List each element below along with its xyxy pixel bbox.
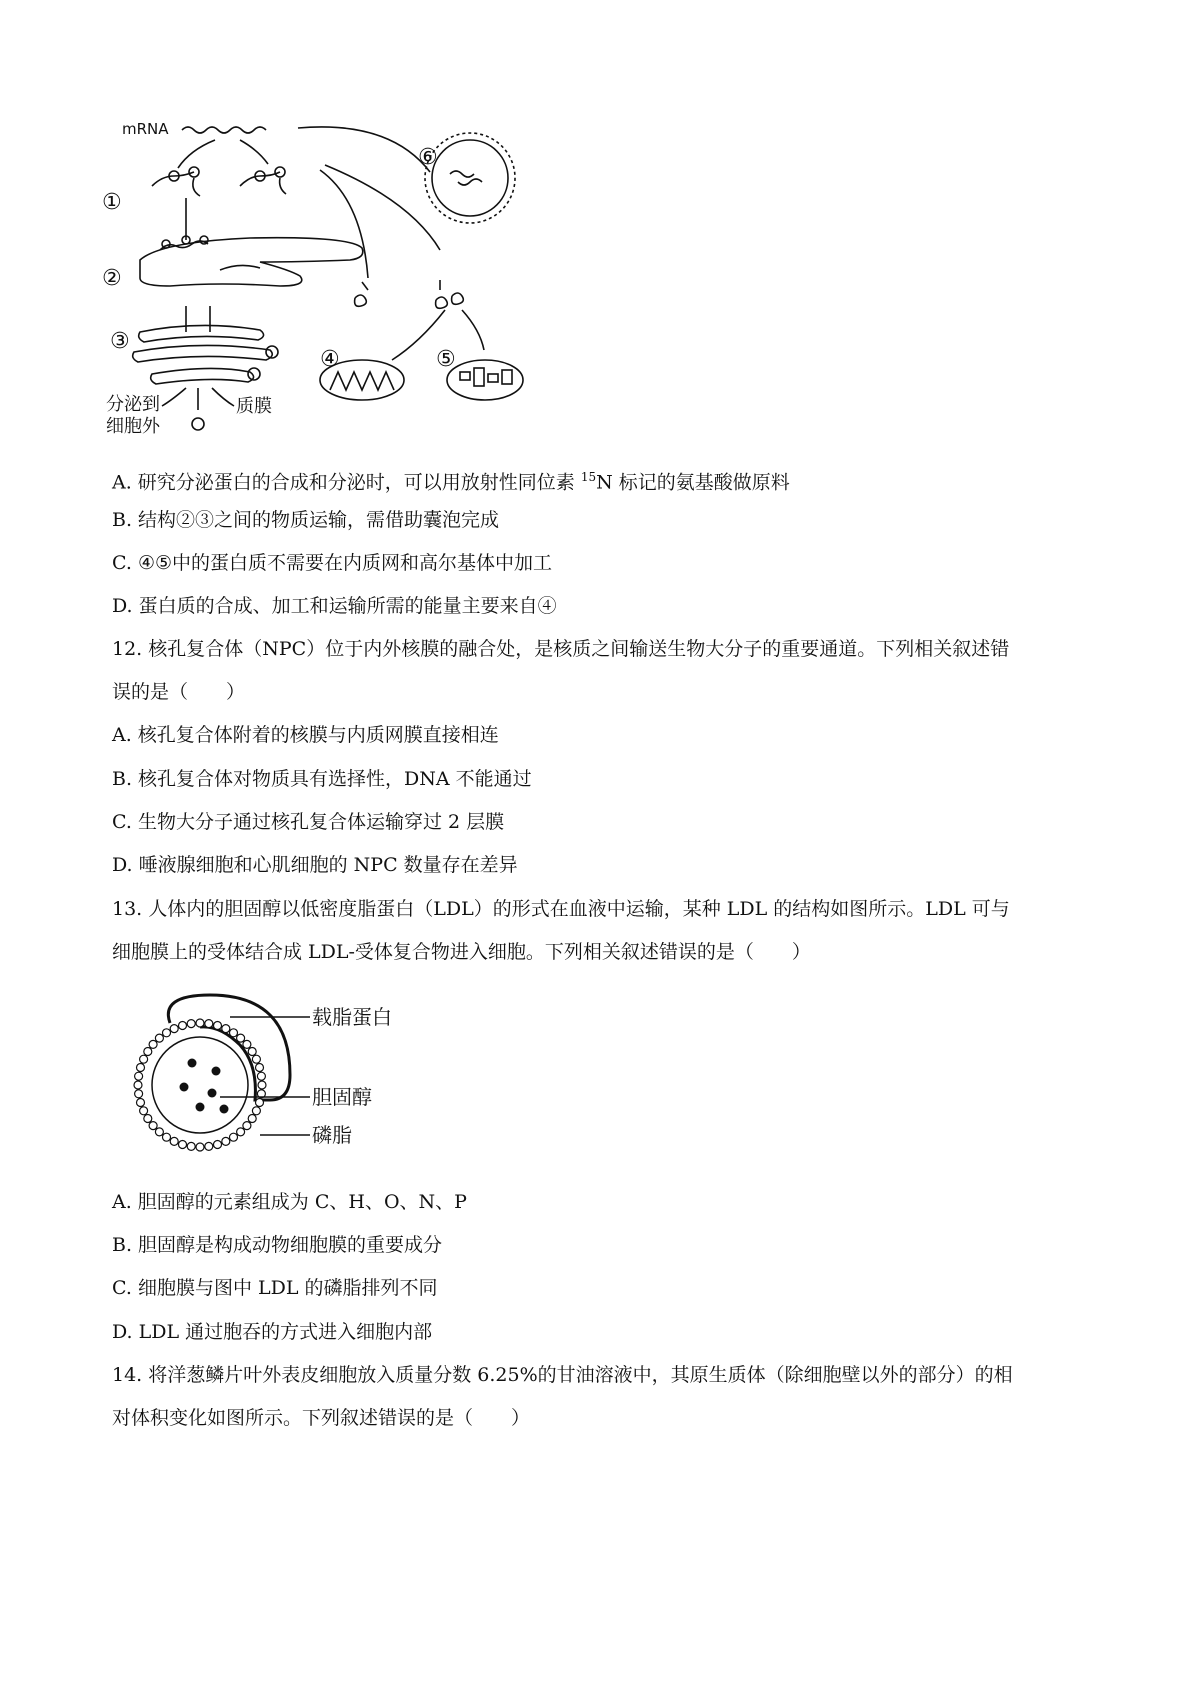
phospholipid-head — [144, 1048, 152, 1056]
phospholipid-head — [237, 1128, 245, 1136]
q11-option-d: D. 蛋白质的合成、加工和运输所需的能量主要来自④ — [112, 595, 557, 617]
secrete-label-1: 分泌到 — [106, 394, 160, 415]
phospholipid-head — [187, 1020, 195, 1028]
phospholipid-head — [230, 1133, 238, 1141]
q11-option-a: A. 研究分泌蛋白的合成和分泌时，可以用放射性同位素 $^{15}$N 标记的氨基酸做原料 — [112, 470, 790, 494]
q13-option-a: A. 胆固醇的元素组成为 C、H、O、N、P — [112, 1191, 467, 1213]
structure-4-label: ④ — [320, 347, 340, 372]
mrna-label: mRNA — [122, 120, 169, 138]
phospholipid-head — [149, 1122, 157, 1130]
phospholipid-head — [149, 1040, 157, 1048]
phospholipid-head — [163, 1133, 171, 1141]
phospholipid-label: 磷脂 — [312, 1123, 352, 1147]
q13-stem-line1: 13. 人体内的胆固醇以低密度脂蛋白（LDL）的形式在血液中运输，某种 LDL 的结构如图所示。LDL 可与 — [112, 898, 1010, 920]
phospholipid-head — [140, 1055, 148, 1063]
phospholipid-head — [144, 1115, 152, 1123]
protein-pathway-figure — [100, 110, 560, 460]
phospholipid-head — [248, 1048, 256, 1056]
structure-3-label: ③ — [110, 329, 130, 354]
phospholipid-head — [196, 1143, 204, 1151]
phospholipid-head — [258, 1081, 266, 1089]
phospholipid-head — [248, 1115, 256, 1123]
phospholipid-head — [134, 1081, 142, 1089]
q14-stem-line2: 对体积变化如图所示。下列叙述错误的是（ ） — [112, 1407, 531, 1429]
structure-6-label: ⑥ — [418, 145, 438, 170]
structure-5-label: ⑤ — [436, 347, 456, 372]
membrane-label: 质膜 — [236, 396, 272, 417]
cholesterol-label: 胆固醇 — [312, 1085, 372, 1109]
phospholipid-head — [196, 1019, 204, 1027]
phospholipid-head — [135, 1072, 143, 1080]
phospholipid-head — [140, 1107, 148, 1115]
q13-option-d: D. LDL 通过胞吞的方式进入细胞内部 — [112, 1321, 433, 1343]
phospholipid-head — [237, 1034, 245, 1042]
phospholipid-head — [214, 1141, 222, 1149]
phospholipid-head — [222, 1025, 230, 1033]
q11-option-b: B. 结构②③之间的物质运输，需借助囊泡完成 — [112, 509, 500, 531]
q13-stem-line2: 细胞膜上的受体结合成 LDL-受体复合物进入细胞。下列相关叙述错误的是（ ） — [112, 941, 811, 963]
phospholipid-head — [179, 1022, 187, 1030]
phospholipid-head — [187, 1142, 195, 1150]
phospholipid-head — [222, 1137, 230, 1145]
phospholipid-head — [170, 1137, 178, 1145]
phospholipid-head — [256, 1064, 264, 1072]
structure-1-label: ① — [102, 190, 122, 215]
q12-stem-line1: 12. 核孔复合体（NPC）位于内外核膜的融合处，是核质之间输送生物大分子的重要通道。下列相关叙述错 — [112, 638, 1010, 660]
phospholipid-head — [170, 1025, 178, 1033]
q13-option-c: C. 细胞膜与图中 LDL 的磷脂排列不同 — [112, 1277, 438, 1299]
phospholipid-head — [252, 1107, 260, 1115]
phospholipid-head — [135, 1090, 143, 1098]
q14-stem-line1: 14. 将洋葱鳞片叶外表皮细胞放入质量分数 6.25%的甘油溶液中，其原生质体（除细胞壁以外的部分）的相 — [112, 1364, 1013, 1386]
secrete-label-2: 细胞外 — [106, 416, 160, 437]
phospholipid-head — [163, 1029, 171, 1037]
phospholipid-head — [243, 1122, 251, 1130]
phospholipid-head — [214, 1022, 222, 1030]
q12-option-a: A. 核孔复合体附着的核膜与内质网膜直接相连 — [112, 724, 499, 746]
phospholipid-head — [243, 1040, 251, 1048]
structure-2-label: ② — [102, 266, 122, 291]
q12-option-d: D. 唾液腺细胞和心肌细胞的 NPC 数量存在差异 — [112, 854, 518, 876]
phospholipid-head — [179, 1141, 187, 1149]
phospholipid-head — [137, 1064, 145, 1072]
phospholipid-head — [155, 1034, 163, 1042]
ldl-structure-figure — [120, 985, 420, 1175]
q12-stem-line2: 误的是（ ） — [112, 681, 246, 703]
phospholipid-head — [205, 1020, 213, 1028]
q13-option-b: B. 胆固醇是构成动物细胞膜的重要成分 — [112, 1234, 443, 1256]
q12-option-c: C. 生物大分子通过核孔复合体运输穿过 2 层膜 — [112, 811, 505, 833]
phospholipid-head — [205, 1142, 213, 1150]
q12-option-b: B. 核孔复合体对物质具有选择性，DNA 不能通过 — [112, 768, 532, 790]
phospholipid-head — [257, 1072, 265, 1080]
q11-option-c: C. ④⑤中的蛋白质不需要在内质网和高尔基体中加工 — [112, 552, 553, 574]
phospholipid-head — [137, 1099, 145, 1107]
phospholipid-head — [230, 1029, 238, 1037]
phospholipid-head — [155, 1128, 163, 1136]
phospholipid-head — [256, 1099, 264, 1107]
phospholipid-head — [252, 1055, 260, 1063]
apolipoprotein-label: 载脂蛋白 — [312, 1005, 392, 1029]
